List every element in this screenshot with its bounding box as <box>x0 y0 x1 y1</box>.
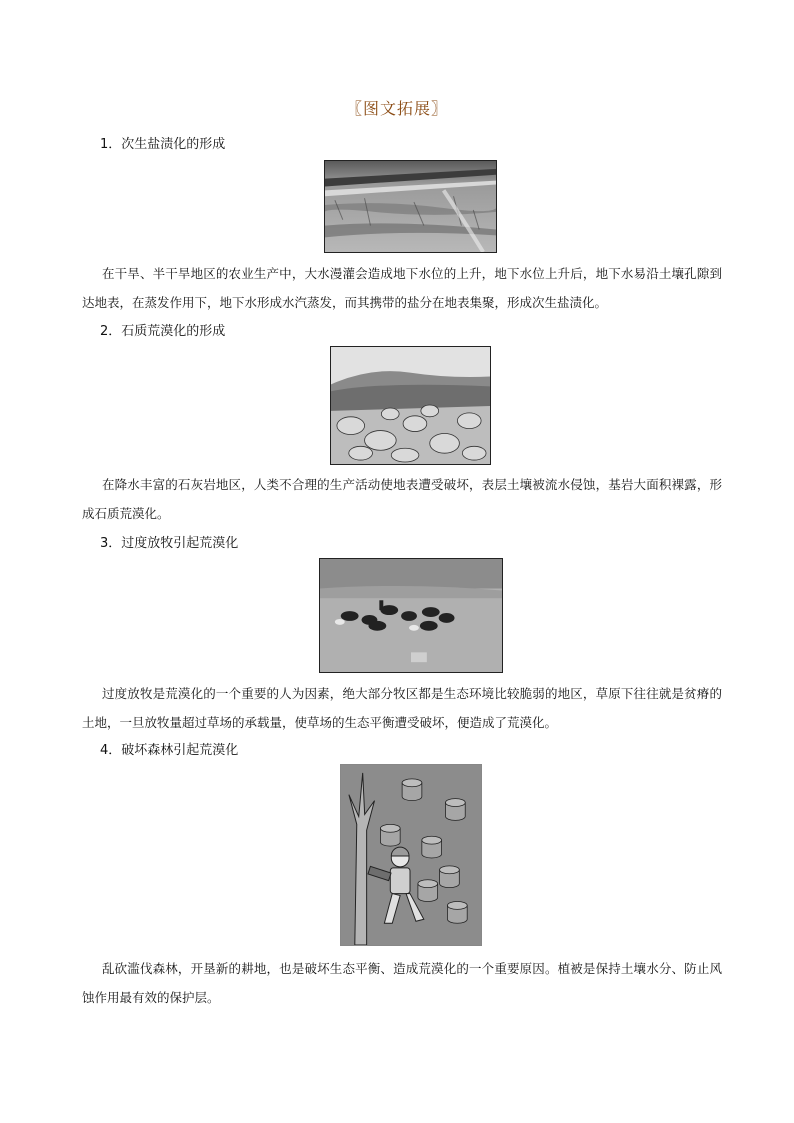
section-heading-2: 2．石质荒漠化的形成 <box>100 324 226 339</box>
section-heading-4: 4．破坏森林引起荒漠化 <box>100 743 239 758</box>
section-heading-1: 1．次生盐渍化的形成 <box>100 137 226 152</box>
section-text-4: 乱砍滥伐森林，开垦新的耕地，也是破坏生态平衡、造成荒漠化的一个重要原因。植被是保持土壤水分、防止风蚀作用最有效的保护层。 <box>82 961 722 1005</box>
overgrazing-photo <box>319 558 503 673</box>
deforestation-illustration <box>340 764 482 946</box>
page-title: 〖图文拓展〗 <box>345 99 448 118</box>
section-text-3: 过度放牧是荒漠化的一个重要的人为因素，绝大部分牧区都是生态环境比较脆弱的地区，草原下往往就是贫瘠的土地，一旦放牧量超过草场的承载量，使草场的生态平衡遭受破坏，便造成了荒漠化。 <box>82 686 722 730</box>
rocky-desertification-photo <box>330 346 491 465</box>
section-text-2: 在降水丰富的石灰岩地区，人类不合理的生产活动使地表遭受破坏，表层土壤被流水侵蚀，基岩大面积裸露，形成石质荒漠化。 <box>82 477 722 521</box>
salinized-field-photo <box>324 160 497 253</box>
section-text-1: 在干旱、半干旱地区的农业生产中，大水漫灌会造成地下水位的上升，地下水位上升后，地下水易沿土壤孔隙到达地表，在蒸发作用下，地下水形成水汽蒸发，而其携带的盐分在地表集聚，形成次生盐渍化。 <box>82 266 722 310</box>
section-heading-3: 3．过度放牧引起荒漠化 <box>100 536 239 551</box>
